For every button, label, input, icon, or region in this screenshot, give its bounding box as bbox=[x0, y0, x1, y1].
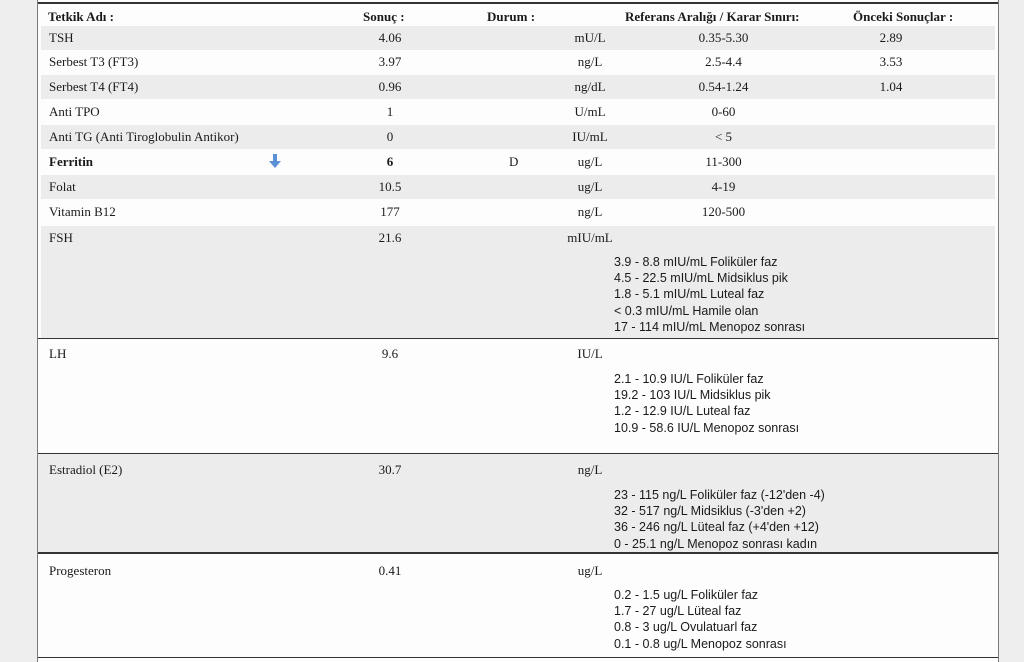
test-name: Anti TPO bbox=[49, 104, 100, 119]
hormone-unit: ng/L bbox=[577, 462, 603, 477]
test-unit: ug/L bbox=[577, 154, 603, 169]
test-name: Serbest T3 (FT3) bbox=[49, 54, 139, 69]
test-reference: 0.35-5.30 bbox=[698, 30, 749, 45]
test-unit: mU/L bbox=[574, 30, 606, 45]
test-reference: 2.5-4.4 bbox=[705, 54, 742, 69]
low-arrow-icon bbox=[268, 153, 282, 173]
hormone-reference-ranges: 2.1 - 10.9 IU/L Foliküler faz 19.2 - 103 IU/L Midsiklus pik 1.2 - 12.9 IU/L Luteal faz 10.9 - 58.6 IU/L Menopoz sonrası bbox=[614, 372, 800, 435]
test-unit: U/mL bbox=[574, 104, 606, 119]
hormone-block-fsh bbox=[41, 226, 995, 338]
test-reference: 4-19 bbox=[711, 179, 736, 194]
test-row-ferritin bbox=[41, 150, 995, 174]
hormone-block-lh bbox=[38, 338, 998, 454]
hormone-name: Estradiol (E2) bbox=[49, 462, 123, 477]
hormone-reference-ranges: 23 - 115 ng/L Foliküler faz (-12'den -4) 32 - 517 ng/L Midsiklus (-3'den +2) 36 - 246 ng/L Lüteal faz (+4'den +12) 0 - 25.1 ng/L Menopoz sonrası kadın bbox=[614, 488, 825, 551]
hormone-name: LH bbox=[49, 346, 67, 361]
hormone-unit: mIU/mL bbox=[567, 230, 613, 245]
test-result: 177 bbox=[380, 204, 400, 219]
lab-report-sheet bbox=[37, 0, 999, 662]
test-row-vitamin-b12 bbox=[41, 200, 995, 224]
hormone-unit: IU/L bbox=[577, 346, 603, 361]
test-reference: 120-500 bbox=[701, 204, 746, 219]
hormone-block-estradiol bbox=[38, 453, 998, 553]
header-result: Sonuç : bbox=[363, 9, 405, 24]
test-reference: 0-60 bbox=[711, 104, 736, 119]
test-name: Folat bbox=[49, 179, 76, 194]
hormone-result: 0.41 bbox=[378, 563, 402, 578]
test-row-anti-tpo bbox=[41, 100, 995, 124]
test-unit: ng/dL bbox=[574, 79, 606, 94]
test-row-folat bbox=[41, 175, 995, 199]
test-reference: < 5 bbox=[714, 129, 733, 144]
header-test-name: Tetkik Adı : bbox=[48, 9, 114, 24]
test-row-ft4 bbox=[41, 75, 995, 99]
test-unit: ug/L bbox=[577, 179, 603, 194]
hormone-unit: ug/L bbox=[577, 563, 603, 578]
test-reference: 11-300 bbox=[705, 154, 742, 169]
hormone-result: 21.6 bbox=[378, 230, 402, 245]
test-name: Serbest T4 (FT4) bbox=[49, 79, 139, 94]
hormone-result: 9.6 bbox=[381, 346, 399, 361]
test-result: 4.06 bbox=[378, 30, 402, 45]
test-row-anti-tg bbox=[41, 125, 995, 149]
test-result: 3.97 bbox=[378, 54, 402, 69]
test-name: Vitamin B12 bbox=[49, 204, 116, 219]
test-result: 0.96 bbox=[378, 79, 402, 94]
test-unit: ng/L bbox=[577, 204, 603, 219]
test-row-ft3 bbox=[41, 50, 995, 74]
test-previous: 1.04 bbox=[879, 79, 903, 94]
hormone-reference-ranges: 0.2 - 1.5 ug/L Foliküler faz 1.7 - 27 ug/L Lüteal faz 0.8 - 3 ug/L Ovulatuarl faz 0.1 - 0.8 ug/L Menopoz sonrası bbox=[614, 588, 787, 651]
test-result: 0 bbox=[386, 129, 394, 144]
test-status: D bbox=[509, 154, 519, 169]
test-reference: 0.54-1.24 bbox=[698, 79, 749, 94]
test-name: Anti TG (Anti Tiroglobulin Antikor) bbox=[49, 129, 239, 144]
test-previous: 3.53 bbox=[879, 54, 903, 69]
header-status: Durum : bbox=[487, 9, 536, 24]
test-result: 10.5 bbox=[378, 179, 402, 194]
header-reference: Referans Aralığı / Karar Sınırı: bbox=[625, 9, 800, 24]
test-row-tsh bbox=[41, 26, 995, 50]
test-result: 1 bbox=[386, 104, 394, 119]
test-unit: ng/L bbox=[577, 54, 603, 69]
hormone-name: Progesteron bbox=[49, 563, 112, 578]
header-rule bbox=[38, 2, 998, 4]
test-unit: IU/mL bbox=[572, 129, 608, 144]
hormone-name: FSH bbox=[49, 230, 73, 245]
hormone-reference-ranges: 3.9 - 8.8 mIU/mL Foliküler faz 4.5 - 22.5 mIU/mL Midsiklus pik 1.8 - 5.1 mIU/mL Luteal faz < 0.3 mIU/mL Hamile olan 17 - 114 mIU/mL Menopoz sonrası bbox=[614, 255, 806, 334]
test-name: Ferritin bbox=[49, 154, 94, 169]
header-previous: Önceki Sonuçlar : bbox=[853, 9, 954, 24]
hormone-result: 30.7 bbox=[378, 462, 402, 477]
test-name: TSH bbox=[49, 30, 74, 45]
test-result: 6 bbox=[386, 154, 394, 169]
hormone-block-progesteron bbox=[38, 553, 998, 658]
test-previous: 2.89 bbox=[879, 30, 903, 45]
